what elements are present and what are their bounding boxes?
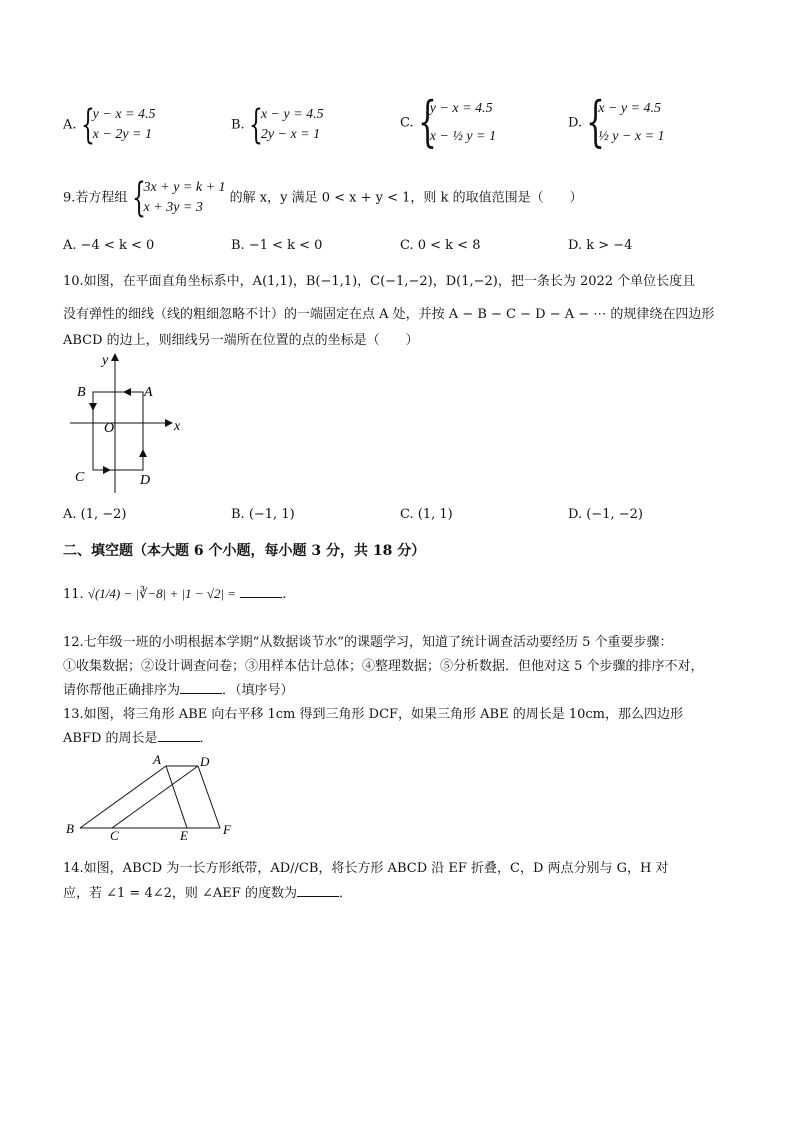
label-b: B [66,821,74,836]
q11-prefix: 11. [63,587,84,602]
eq2: x + 3y = 3 [143,200,203,215]
q13-line1: 13.如图，将三角形 ABE 向右平移 1cm 得到三角形 DCF，如果三角形 ABE 的周长是 10cm，那么四边形 [63,707,684,722]
q12-line1: 12.七年级一班的小明根据本学期“从数据谈节水”的课题学习，知道了统计调查活动要经历 5 个重要步骤： [63,635,673,650]
q8-option-d [568,90,665,153]
label-x: x [174,419,181,434]
q14-line2-prefix: 应，若 ∠1 = 4∠2，则 ∠AEF 的度数为 [63,886,297,901]
q13-figure [60,750,240,842]
q10-option-b: B. (−1, 1) [231,507,295,522]
eq2: x − 2y = 1 [92,127,152,142]
option-label: D. [568,115,583,131]
brace: { [80,102,95,148]
answer-blank [297,884,339,897]
q8-option-b [231,102,324,148]
section-2-heading: 二、填空题（本大题 6 个小题，每小题 3 分，共 18 分） [63,543,426,559]
q12-line3-prefix: 请你帮他正确排序为 [63,683,181,698]
q8-option-a [63,102,156,148]
q10-line2: 没有弹性的细线（线的粗细忽略不计）的一端固定在点 A 处，并按 A − B − C − D − A − ⋯ 的规律绕在四边形 [63,307,715,322]
q9-stem [63,175,583,221]
eq2: x − ½ y = 1 [429,129,497,144]
q13-line2-suffix: ． [199,731,213,746]
eq1: y − x = 4.5 [92,107,156,122]
q11-end: . [282,587,287,602]
label-b: B [77,385,86,400]
q10-figure [60,348,200,498]
q10-option-a: A. (1, −2) [63,507,127,522]
label-o: O [104,421,115,436]
segment-ab [80,766,166,828]
q14-line2-suffix: ． [338,886,352,901]
label-f: F [223,822,231,837]
brace: { [417,90,437,153]
q8-options [0,90,793,165]
q13-line2 [63,727,213,746]
q10-option-c: C. (1, 1) [400,507,453,522]
q9-suffix: 的解 x，y 满足 0 < x + y < 1，则 k 的取值范围是（ ） [229,190,583,206]
option-label: B. [231,117,245,133]
label-a: A [153,752,161,767]
q9-option-a: A. −4 < k < 0 [63,238,155,253]
label-c: C [75,470,85,485]
q12-line3 [63,679,294,698]
brace: { [248,102,263,148]
q10-line1: 10.如图，在平面直角坐标系中，A(1,1)，B(−1,1)，C(−1,−2)，D(1,−2)，把一条长为 2022 个单位长度且 [63,274,696,289]
segment-dc [112,766,198,828]
equation-system [80,102,156,148]
q10-option-d: D. (−1, −2) [568,507,643,522]
equation-system [586,90,665,153]
answer-blank [158,729,200,742]
eq1: x − y = 4.5 [260,107,324,122]
option-label: A. [63,117,77,133]
answer-blank [240,585,282,598]
q12-line2: ①收集数据；②设计调查问卷；③用样本估计总体；④整理数据；⑤分析数据．但他对这 5 个步骤的排序不对， [63,659,704,674]
q9-option-d: D. k > −4 [568,238,633,253]
q8-option-c [400,90,497,153]
label-c: C [110,828,119,842]
label-y: y [102,353,109,368]
equation-system [417,90,497,153]
eq1: 3x + y = k + 1 [143,180,226,195]
segment-ae [166,766,187,828]
q11 [63,585,286,602]
segment-df [198,766,220,828]
eq2: 2y − x = 1 [260,127,321,142]
brace: { [131,175,146,221]
brace: { [586,90,606,153]
equation-system [131,175,226,221]
equation-system [248,102,324,148]
label-d: D [140,473,151,488]
rectangle-abcd [93,392,143,470]
label-d: D [200,754,210,769]
q10-line3: ABCD 的边上，则细线另一端所在位置的点的坐标是（ ） [63,333,419,348]
eq1: y − x = 4.5 [429,101,493,116]
q14-line2 [63,882,352,901]
q9-prefix: 9.若方程组 [63,190,128,206]
q11-expression: √(1/4) − |∛−8| + |1 − √2| = [87,586,237,601]
answer-blank [180,681,222,694]
eq1: x − y = 4.5 [598,101,662,116]
q9-option-c: C. 0 < k < 8 [400,238,481,253]
q12-line3-suffix: ．（填序号） [222,683,294,698]
q9-option-b: B. −1 < k < 0 [231,238,323,253]
q14-line1: 14.如图，ABCD 为一长方形纸带，AD//CB，将长方形 ABCD 沿 EF 折叠，C，D 两点分别与 G，H 对 [63,861,669,876]
label-e: E [180,828,188,842]
q13-line2-prefix: ABFD 的周长是 [63,731,158,746]
eq2: ½ y − x = 1 [598,129,665,144]
option-label: C. [400,115,414,131]
label-a: A [144,385,153,400]
